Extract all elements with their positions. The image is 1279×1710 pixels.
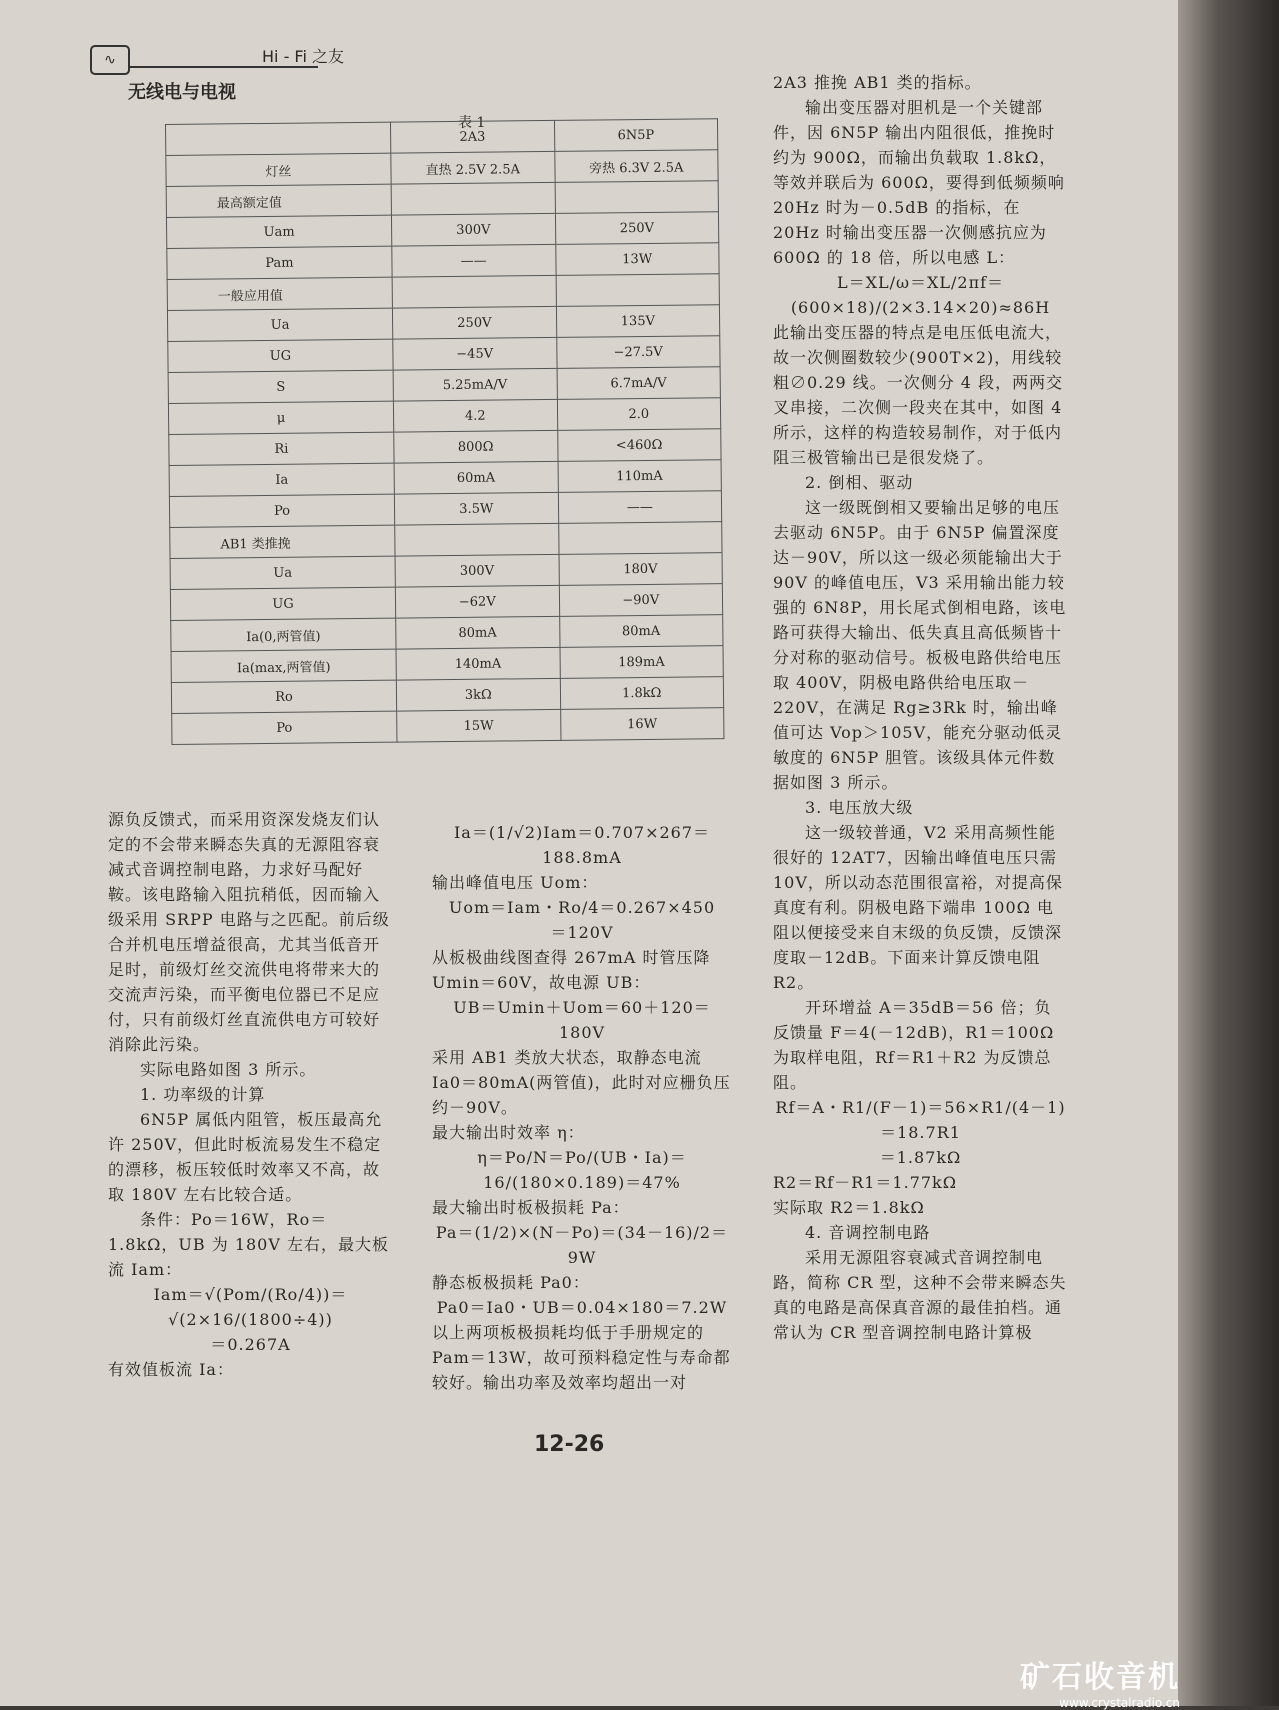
paragraph: ＝120V: [550, 923, 614, 942]
paragraph: 实际取 R2＝1.8kΩ: [773, 1198, 925, 1217]
paragraph: 从板极曲线图查得 267mA 时管压降 Umin＝60V，故电源 UB：: [432, 948, 711, 992]
table-cell: −90V: [559, 584, 723, 617]
page-number: 12-26: [534, 1432, 605, 1457]
table-cell: Ia: [169, 463, 394, 496]
paragraph: 这一级既倒相又要输出足够的电压去驱动 6N5P。由于 6N5P 偏置深度达－90V，所以这一级必须能输出大于 90V 的峰值电压，V3 采用输出能力较强的 6N8P，用长尾式倒相电路，该电路可获得大输出、低失真且高低频皆十分对称的驱动信号。板极电路供给电压取 400V，阴极电路供给电压取－220V，在满足 Rg≥3Rk 时，输出峰值可达 Vop＞105V，能充分驱动低灵敏度的 6N5P 胆管。该级具体元件数据如图 3 所示。: [773, 498, 1067, 792]
paragraph: 源负反馈式，而采用资深发烧友们认定的不会带来瞬态失真的无源阻容衰减式音调控制电路，力求好马配好鞍。该电路输入阻抗稍低，因而输入级采用 SRPP 电路与之匹配。前后级合并机电压增益很高，尤其当低音开足时，前级灯丝交流供电将带来大的交流声污染，而平衡电位器已不足应付，只有前级灯丝直流供电方可较好消除此污染。: [108, 810, 390, 1054]
table-cell: Pam: [167, 246, 392, 279]
table-cell: [556, 274, 720, 307]
table-cell: [558, 522, 722, 555]
table-cell: UG: [170, 587, 395, 620]
table-cell: −45V: [393, 337, 557, 370]
table-cell: Po: [169, 494, 394, 527]
paragraph: ＝0.267A: [210, 1335, 291, 1354]
table-cell: 3.5W: [394, 492, 558, 525]
table-cell: 110mA: [558, 460, 722, 493]
paragraph: ＝1.87kΩ: [879, 1148, 962, 1167]
table-cell: S: [168, 370, 393, 403]
table-cell: [395, 523, 559, 556]
table-cell: 250V: [555, 212, 719, 245]
paragraph: R2＝Rf－R1＝1.77kΩ: [773, 1173, 958, 1192]
paragraph: 6N5P 属低内阻管，板压最高允许 250V，但此时板流易发生不稳定的漂移，板压较低时效率又不高，故取 180V 左右比较合适。: [108, 1110, 383, 1204]
table-cell: [555, 181, 719, 214]
table-cell: [166, 122, 391, 155]
paragraph: 输出峰值电压 Uom：: [432, 873, 599, 892]
table-cell: Uam: [166, 215, 391, 248]
table-cell: [391, 182, 555, 215]
table-cell: 800Ω: [394, 430, 558, 463]
paragraph: 有效值板流 Ia：: [108, 1360, 234, 1379]
paragraph: 2. 倒相、驱动: [805, 473, 914, 492]
table-cell: −27.5V: [556, 336, 720, 369]
paragraph: Uom＝Iam・Ro/4＝0.267×450: [448, 898, 716, 917]
paragraph: UB＝Umin＋Uom＝60＋120＝180V: [453, 998, 711, 1042]
watermark: [1020, 1652, 1180, 1710]
paragraph: Ia＝(1/√2)Iam＝0.707×267＝188.8mA: [453, 823, 711, 867]
paragraph: η＝Po/N＝Po/(UB・Ia)＝16/(180×0.189)＝47%: [477, 1148, 687, 1192]
table-cell: 80mA: [559, 615, 723, 648]
paragraph: Pa＝(1/2)×(N－Po)＝(34－16)/2＝9W: [435, 1223, 729, 1267]
paragraph: 开环增益 A＝35dB＝56 倍；负反馈量 F＝4(－12dB)，R1＝100Ω 为取样电阻，Rf＝R1＋R2 为反馈总阻。: [773, 998, 1055, 1092]
table-cell: −62V: [395, 585, 559, 618]
section-title: 无线电与电视: [128, 82, 236, 103]
text-column-right: [773, 70, 1068, 1345]
table-caption: 表 1: [458, 115, 486, 131]
table-cell: UG: [168, 339, 393, 372]
paragraph: 采用无源阻容衰减式音调控制电路，简称 CR 型，这种不会带来瞬态失真的电路是高保真音源的最佳拍档。通常认为 CR 型音调控制电路计算极: [773, 1248, 1067, 1342]
table-cell: 6N5P: [554, 119, 718, 152]
table-cell: Ua: [167, 308, 392, 341]
table-cell: Ia(0,两管值): [171, 618, 396, 651]
table-cell: 直热 2.5V 2.5A: [391, 151, 555, 184]
table-cell: Po: [172, 711, 397, 744]
paragraph: 这一级较普通，V2 采用高频性能很好的 12AT7，因输出峰值电压只需 10V，所以动态范围很富裕，对提高保真度有利。阴极电路下端串 100Ω 电阻以便接受来自末级的负反馈，反馈深度取－12dB。下面来计算反馈电阻 R2。: [773, 823, 1063, 992]
table-cell: Ua: [170, 556, 395, 589]
paragraph: Rf＝A・R1/(F－1)＝56×R1/(4－1)＝18.7R1: [775, 1098, 1066, 1142]
table-cell: μ: [168, 401, 393, 434]
paragraph: 最大输出时板极损耗 Pa：: [432, 1198, 630, 1217]
table-cell: 300V: [391, 213, 555, 246]
table-cell: Ri: [169, 432, 394, 465]
table-cell: 3kΩ: [396, 678, 560, 711]
table-cell: 13W: [555, 243, 719, 276]
table-cell: [392, 275, 556, 308]
table-cell: 140mA: [396, 647, 560, 680]
table-cell: 2A3: [390, 120, 554, 153]
table-cell: 2.0: [557, 398, 721, 431]
paragraph: 实际电路如图 3 所示。: [140, 1060, 317, 1079]
paragraph: Iam＝√(Pom/(Ro/4))＝√(2×16/(1800÷4)): [153, 1285, 348, 1329]
table-cell: 最高额定值: [166, 184, 391, 217]
table-cell: 6.7mA/V: [557, 367, 721, 400]
text-column-middle: [432, 820, 732, 1395]
paragraph: 静态板极损耗 Pa0：: [432, 1273, 590, 1292]
text-column-left: [108, 807, 393, 1382]
paragraph: Pa0＝Ia0・UB＝0.04×180＝7.2W: [436, 1298, 728, 1317]
magazine-logo: ∿: [90, 45, 130, 75]
table-cell: 一般应用值: [167, 277, 392, 310]
table-cell: 250V: [392, 306, 556, 339]
paragraph: 1. 功率级的计算: [140, 1085, 266, 1104]
paragraph: 2A3 推挽 AB1 类的指标。: [773, 73, 982, 92]
table-cell: Ia(max,两管值): [171, 649, 396, 682]
table-cell: <460Ω: [557, 429, 721, 462]
table-cell: 旁热 6.3V 2.5A: [554, 150, 718, 183]
table-cell: 300V: [395, 554, 559, 587]
table-cell: 5.25mA/V: [393, 368, 557, 401]
table-cell: 180V: [559, 553, 723, 586]
table-cell: ——: [558, 491, 722, 524]
header-rule: [128, 66, 318, 68]
tube-spec-table: [165, 118, 724, 745]
table-row: [172, 708, 724, 745]
table-cell: 16W: [560, 708, 724, 741]
table-cell: 1.8kΩ: [560, 677, 724, 710]
table-cell: 15W: [397, 709, 561, 742]
paragraph: 以上两项板极损耗均低于手册规定的 Pam＝13W，故可预料稳定性与寿命都较好。输出功率及效率均超出一对: [432, 1323, 731, 1392]
table-cell: 4.2: [393, 399, 557, 432]
table-cell: 灯丝: [166, 153, 391, 186]
watermark-name: 矿石收音机: [1020, 1660, 1180, 1695]
table-cell: 80mA: [396, 616, 560, 649]
table-cell: 189mA: [560, 646, 724, 679]
paragraph: 采用 AB1 类放大状态，取静态电流 Ia0＝80mA(两管值)，此时对应栅负压约－90V。: [432, 1048, 731, 1117]
paragraph: 输出变压器对胆机是一个关键部件，因 6N5P 输出内阻很低，推挽时约为 900Ω，而输出负载取 1.8kΩ，等效并联后为 600Ω，要得到低频频响 20Hz 时为－0.5dB 的指标，在 20Hz 时输出变压器一次侧感抗应为 600Ω 的 18 倍，所以电感 L：: [773, 98, 1065, 267]
book-binding-shadow: [1178, 0, 1279, 1706]
table-cell: AB1 类推挽: [170, 525, 395, 558]
paragraph: L＝XL/ω＝XL/2πf＝(600×18)/(2×3.14×20)≈86H: [790, 273, 1051, 317]
table-cell: Ro: [171, 680, 396, 713]
watermark-url: www.crystalradio.cn: [1059, 1696, 1180, 1710]
magazine-title: Hi - Fi 之友: [262, 47, 344, 66]
paragraph: 最大输出时效率 η：: [432, 1123, 585, 1142]
table-cell: ——: [392, 244, 556, 277]
paragraph: 此输出变压器的特点是电压低电流大，故一次侧圈数较少(900T×2)，用线较粗∅0.29 线。一次侧分 4 段，两两交叉串接，二次侧一段夹在其中，如图 4 所示，这样的构造较易制作，对于低内阻三极管输出已是很发烧了。: [773, 323, 1064, 467]
paragraph: 4. 音调控制电路: [805, 1223, 931, 1242]
table-cell: 60mA: [394, 461, 558, 494]
table-cell: 135V: [556, 305, 720, 338]
paragraph: 3. 电压放大级: [805, 798, 914, 817]
paragraph: 条件：Po＝16W，Ro＝1.8kΩ，UB 为 180V 左右，最大板流 Iam：: [108, 1210, 390, 1279]
